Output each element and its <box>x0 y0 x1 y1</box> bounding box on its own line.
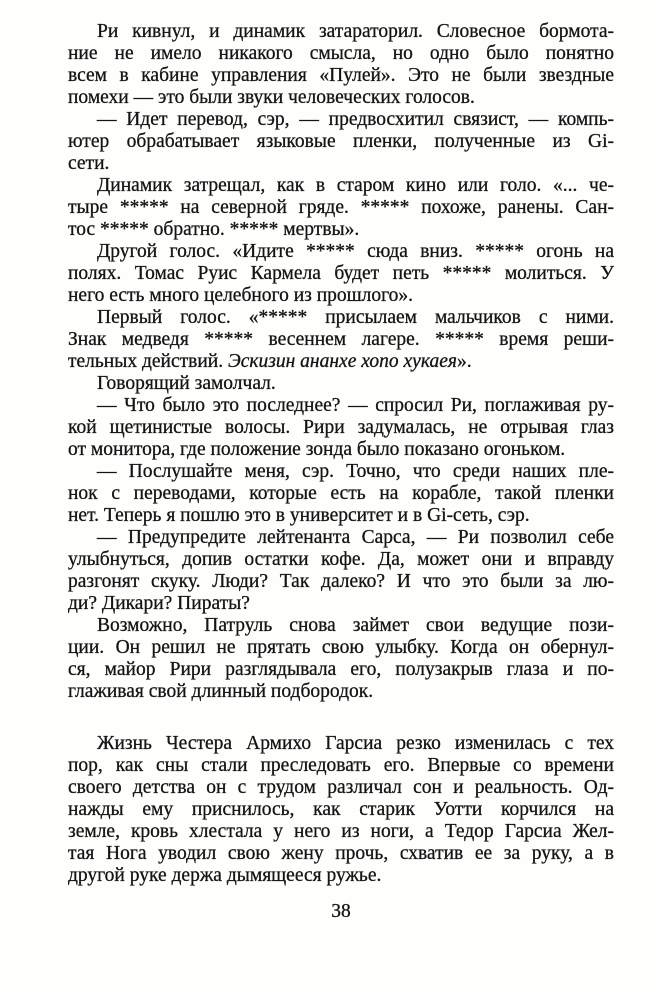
text-line: Знак медведя ***** весеннем лагере. ***** время реши- <box>68 329 614 350</box>
text-line: ди? Дикари? Пираты? <box>68 593 250 614</box>
text-line: другой руке держа дымящееся ружье. <box>68 865 382 886</box>
text-line: всем в кабине управления «Пулей». Это не были звездные <box>68 65 614 86</box>
paragraph <box>68 307 614 373</box>
text-block <box>68 21 614 887</box>
text-line: тос ***** обратно. ***** мертвы». <box>68 219 360 240</box>
text-line: Первый голос. «***** присылаем мальчиков с ними. <box>97 307 614 328</box>
page-number: 38 <box>331 901 351 922</box>
paragraph <box>68 109 614 175</box>
text-line: тыре ***** на северной гряде. ***** похоже, ранены. Сан- <box>68 197 614 218</box>
text-line: нажды ему приснилось, как старик Уотти корчился на <box>68 799 614 820</box>
text-line: разгонят скуку. Люди? Так далеко? И что это были за лю- <box>68 571 614 592</box>
paragraph <box>68 175 614 241</box>
text-line: ся, майор Рири разглядывала его, полузакрыв глаза и по- <box>68 659 614 680</box>
text-line: нет. Теперь я пошлю это в университет и в Gi-сеть, сэр. <box>68 505 530 526</box>
text-line: своего детства он с трудом различал сон и реальность. Од- <box>68 777 614 798</box>
text-line: кой щетинистые волосы. Рири задумалась, не отрывая глаз <box>68 417 614 438</box>
text-line: земле, кровь хлестала у него из ноги, а Тедор Гарсиа Жел- <box>68 821 614 842</box>
text-line: нок с переводами, которые есть на корабле, такой пленки <box>68 483 614 504</box>
text-line: помехи — это были звуки человеческих голосов. <box>68 87 475 108</box>
text-line: ютер обрабатывает языковые пленки, полученные из Gi- <box>68 131 614 152</box>
text-line: ние не имело никакого смысла, но одно было понятно <box>68 43 614 64</box>
text-line: Динамик затрещал, как в старом кино или голо. «... че- <box>97 175 614 196</box>
paragraph <box>68 527 614 615</box>
text-line: Говорящий замолчал. <box>97 373 276 394</box>
paragraph <box>68 373 614 395</box>
text-line: — Послушайте меня, сэр. Точно, что среди наших пле- <box>97 461 614 482</box>
paragraph <box>68 21 614 109</box>
text-line: Возможно, Патруль снова займет свои ведущие пози- <box>97 615 614 636</box>
paragraph <box>68 461 614 527</box>
text-line: Ри кивнул, и динамик затараторил. Словесное бормота- <box>97 21 614 42</box>
paragraph <box>68 615 614 703</box>
text-line: сети. <box>68 153 110 174</box>
paragraph <box>68 733 614 887</box>
text-line: — Предупредите лейтенанта Сарса, — Ри позволил себе <box>97 527 614 548</box>
text-line: Жизнь Честера Армихо Гарсиа резко изменилась с тех <box>97 733 614 754</box>
text-line: тая Нога уводил свою жену прочь, схватив ее за руку, а в <box>68 843 614 864</box>
text-line: — Идет перевод, сэр, — предвосхитил связист, — компь- <box>97 109 614 130</box>
text-line: глаживая свой длинный подбородок. <box>68 681 374 702</box>
text-line: Другой голос. «Идите ***** сюда вниз. ***** огонь на <box>97 241 614 262</box>
text-line: полях. Томас Руис Кармела будет петь ***** молиться. У <box>68 263 614 284</box>
text-line: улыбнуться, допив остатки кофе. Да, может они и вправду <box>68 549 614 570</box>
text-line: него есть много целебного из прошлого». <box>68 285 414 306</box>
paragraph <box>68 241 614 307</box>
text-line: от монитора, где положение зонда было показано огоньком. <box>68 439 566 460</box>
text-line: — Что было это последнее? — спросил Ри, поглаживая ру- <box>97 395 614 416</box>
paragraph <box>68 395 614 461</box>
text-line: тельных действий. Эскизин ананхе хопо хукаея». <box>68 351 472 372</box>
text-line: ции. Он решил не прятать свою улыбку. Когда он обернул- <box>68 637 614 658</box>
text-line: пор, как сны стали преследовать его. Впервые со времени <box>68 755 614 776</box>
